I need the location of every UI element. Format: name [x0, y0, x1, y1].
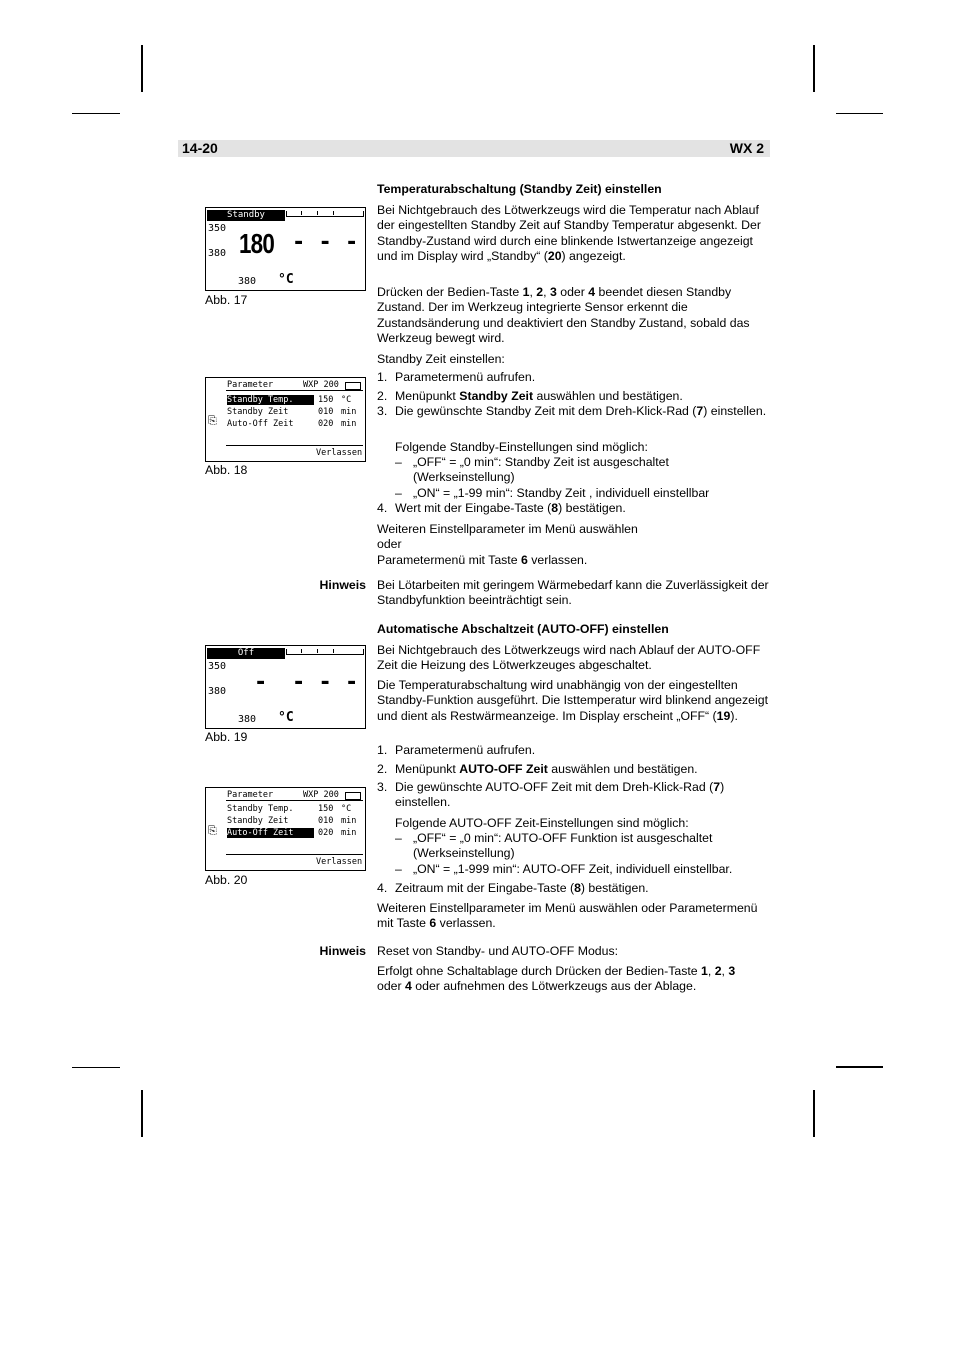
section2-step3: 3. Die gewünschte AUTO-OFF Zeit mit dem Dreh-Klick-Rad (7) einstellen. [377, 780, 725, 810]
menu-unit-standby-zeit: min [341, 816, 357, 826]
menu-row-auto-off: Auto-Off Zeit [227, 419, 294, 429]
caption-abb-20: Abb. 20 [205, 873, 248, 887]
crop-mark-bl-h [72, 1067, 120, 1068]
section2-step2: 2. Menüpunkt AUTO-OFF Zeit auswählen und bestätigen. [377, 762, 698, 776]
section2-option1: – „OFF“ = „0 min“: AUTO-OFF Funktion ist ausgeschaltet (Werkseinstellung) [395, 831, 713, 861]
temp-dashes: - - - [292, 230, 359, 255]
section1-para1: Bei Nichtgebrauch des Lötwerkzeugs wird die Temperatur nach Ablauf der eingestellten Standby Zeit auf Standby Temperatur abgesenkt. Der Standby-Zustand wird durch eine blinkende Istwertanzeige angezeigt und im Display wird „Standby“ (20) angezeigt. [377, 203, 761, 264]
menu-value-standby-zeit: 010 [318, 816, 334, 826]
power-bar [286, 649, 364, 655]
device-name: WXP 200 [303, 380, 339, 390]
battery-icon [345, 792, 361, 800]
temp-bottom: 380 [238, 714, 257, 725]
single-dash: - [254, 670, 268, 695]
section2-para2: Die Temperaturabschaltung wird unabhängig von der eingestellten Standby-Funktion ausgeführt. Die Isttemperatur wird blinkend angezeigt und dient als Restwärmeanzeige. Im Display erscheint „OFF“ (19). [377, 678, 768, 723]
unit-label: °C [278, 710, 294, 725]
menu-row-standby-temp: Standby Temp. [227, 804, 294, 814]
battery-icon [345, 382, 361, 390]
crop-mark-br-v [813, 1090, 815, 1137]
section2-note1: Reset von Standby- und AUTO-OFF Modus: [377, 944, 619, 958]
section1-intro: Standby Zeit einstellen: [377, 352, 505, 366]
crop-mark-tl-v [141, 45, 143, 92]
section2-note2: Erfolgt ohne Schaltablage durch Drücken der Bedien-Taste 1, 2, 3 oder 4 oder aufnehmen des Lötwerkzeugs aus der Ablage. [377, 964, 736, 994]
temp-top: 350 [208, 661, 227, 672]
menu-value-auto-off: 020 [318, 419, 334, 429]
page-number: 14-20 [182, 140, 218, 156]
tool-icon: ⎘ [208, 824, 217, 837]
crop-mark-tr-v [813, 45, 815, 92]
section1-options-intro: Folgende Standby-Einstellungen sind möglich: [395, 440, 648, 454]
display-parameter-menu [205, 377, 366, 462]
section2-para1: Bei Nichtgebrauch des Lötwerkzeugs wird nach Ablauf der AUTO-OFF Zeit die Heizung des Lötwerkzeuges abgeschaltet. [377, 643, 761, 673]
tool-icon: ⎘ [208, 414, 217, 427]
section2-option2: – „ON“ = „1-999 min“: AUTO-OFF Zeit, individuell einstellbar. [395, 862, 733, 876]
display-parameter-menu-autooff [205, 787, 366, 871]
temp-mid: 380 [208, 248, 227, 259]
note2-tail: oder 4 oder aufnehmen des Lötwerkzeugs aus der Ablage. [377, 979, 697, 994]
menu-value-standby-zeit: 010 [318, 407, 334, 417]
mode-label: Standby [207, 210, 285, 221]
menu-value-standby-temp: 150 [318, 395, 334, 405]
menu-row-standby-temp: Standby Temp. [227, 395, 314, 405]
menu-unit-standby-temp: °C [341, 804, 352, 814]
section1-step1: 1. Parametermenü aufrufen. [377, 370, 536, 384]
display-off [205, 645, 366, 729]
section2-heading: Automatische Abschaltzeit (AUTO-OFF) einstellen [377, 622, 669, 636]
menu-title: Parameter [227, 790, 274, 800]
device-name: WXP 200 [303, 790, 339, 800]
menu-unit-auto-off: min [341, 828, 357, 838]
section1-step2: 2. Menüpunkt Standby Zeit auswählen und bestätigen. [377, 389, 683, 403]
crop-mark-tr-h [836, 113, 883, 114]
section1-note-label: Hinweis [319, 578, 366, 592]
display-standby [205, 207, 366, 291]
crop-mark-br-h [836, 1066, 883, 1068]
section2-more: Weiteren Einstellparameter im Menü auswählen oder Parametermenü mit Taste 6 verlassen. [377, 901, 758, 931]
section1-note: Bei Lötarbeiten mit geringem Wärmebedarf kann die Zuverlässigkeit der Standbyfunktion beeinträchtigt sein. [377, 578, 769, 608]
menu-unit-auto-off: min [341, 419, 357, 429]
caption-abb-19: Abb. 19 [205, 730, 248, 744]
section1-para2: Drücken der Bedien-Taste 1, 2, 3 oder 4 beendet diesen Standby Zustand. Der im Werkzeug integrierte Sensor erkennt die Zustandsänderung und deaktiviert den Standby Zustand, sobald das Werkzeug bewegt wird. [377, 285, 750, 346]
temp-bottom: 380 [238, 276, 257, 287]
section1-option2: – „ON“ = „1-99 min“: Standby Zeit , individuell einstellbar [395, 486, 710, 500]
section1-heading: Temperaturabschaltung (Standby Zeit) einstellen [377, 182, 662, 196]
temp-top: 350 [208, 223, 227, 234]
big-temperature: 180 [239, 228, 274, 259]
menu-unit-standby-zeit: min [341, 407, 357, 417]
menu-row-standby-zeit: Standby Zeit [227, 407, 289, 417]
mode-label: Off [207, 648, 285, 659]
menu-value-standby-temp: 150 [318, 804, 334, 814]
page-header [178, 140, 770, 157]
menu-row-standby-zeit: Standby Zeit [227, 816, 289, 826]
section1-step4: 4. Wert mit der Eingabe-Taste (8) bestätigen. [377, 501, 626, 515]
crop-mark-bl-v [141, 1090, 143, 1137]
temp-mid: 380 [208, 686, 227, 697]
section2-step1: 1. Parametermenü aufrufen. [377, 743, 536, 757]
menu-row-auto-off: Auto-Off Zeit [227, 828, 314, 838]
menu-exit: Verlassen [316, 857, 363, 867]
caption-abb-18: Abb. 18 [205, 463, 248, 477]
model-name: WX 2 [729, 140, 764, 156]
section2-options-intro: Folgende AUTO-OFF Zeit-Einstellungen sind möglich: [395, 816, 689, 830]
section2-note-label: Hinweis [319, 944, 366, 958]
menu-unit-standby-temp: °C [341, 395, 352, 405]
menu-title: Parameter [227, 380, 274, 390]
power-bar [286, 211, 364, 217]
temp-dashes: - - - [292, 670, 359, 695]
section1-option1: – „OFF“ = „0 min“: Standby Zeit ist ausgeschaltet (Werkseinstellung) [395, 455, 669, 485]
unit-label: °C [278, 272, 294, 287]
section2-step4: 4. Zeitraum mit der Eingabe-Taste (8) bestätigen. [377, 881, 649, 895]
caption-abb-17: Abb. 17 [205, 293, 248, 307]
section1-step3: 3. Die gewünschte Standby Zeit mit dem Dreh-Klick-Rad (7) einstellen. [377, 404, 767, 418]
crop-mark-tl-h [72, 113, 120, 114]
section1-more: Weiteren Einstellparameter im Menü auswählen oder Parametermenü mit Taste 6 verlassen. [377, 522, 638, 567]
menu-value-auto-off: 020 [318, 828, 334, 838]
menu-exit: Verlassen [316, 448, 363, 458]
